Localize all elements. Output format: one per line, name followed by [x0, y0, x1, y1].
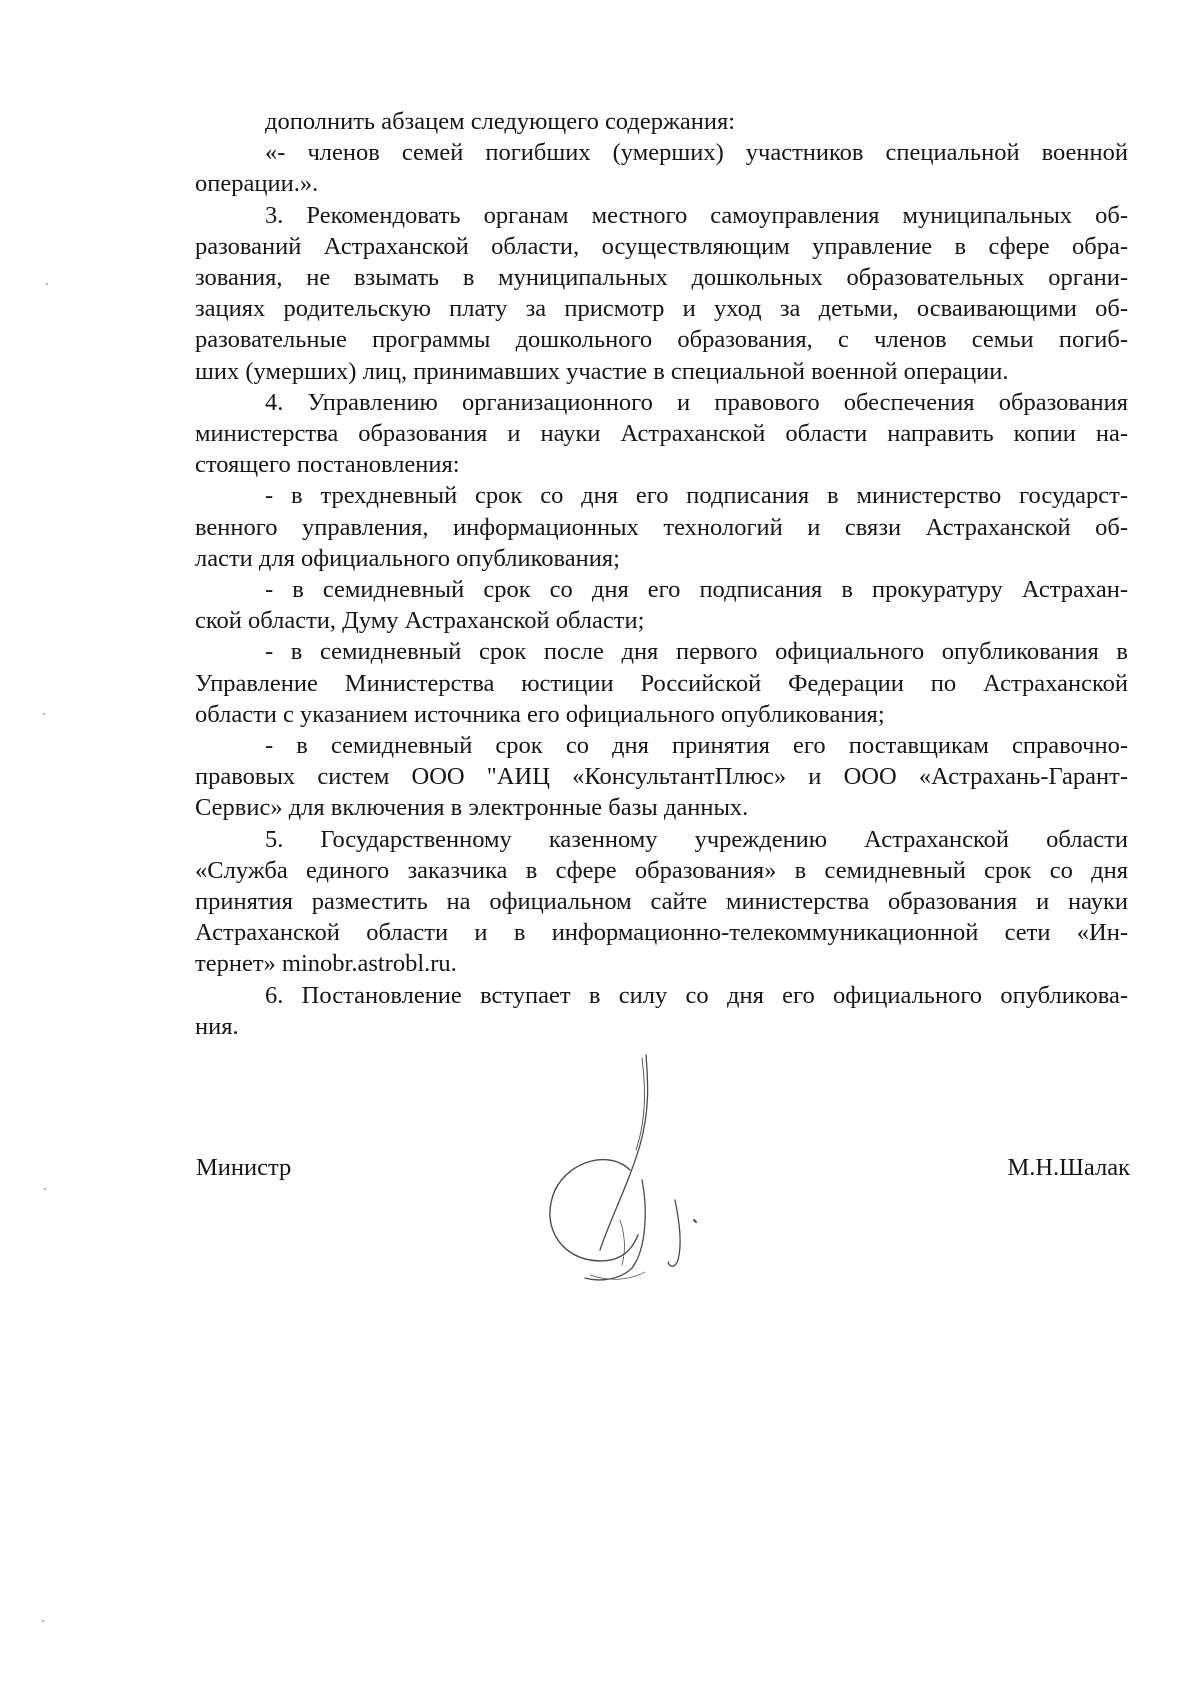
- text-line: разовательные программы дошкольного образования, с членов семьи погиб-: [195, 326, 1128, 354]
- text-line: 6. Постановление вступает в силу со дня его официального опубликова-: [265, 981, 1128, 1009]
- text-line: 5. Государственному казенному учреждению Астраханской области: [265, 825, 1128, 853]
- scan-speck: [42, 1620, 44, 1622]
- text-line: ших (умерших) лиц, принимавших участие в специальной военной операции.: [195, 357, 1009, 385]
- document-body: [195, 106, 1128, 1042]
- text-line: разований Астраханской области, осуществляющим управление в сфере обра-: [195, 232, 1128, 260]
- text-line: 4. Управлению организационного и правового обеспечения образования: [265, 388, 1128, 416]
- text-line: - в семидневный срок после дня первого официального опубликования в: [265, 638, 1128, 666]
- text-line: ской области, Думу Астраханской области;: [195, 607, 645, 635]
- signatory-position: Министр: [196, 1154, 292, 1181]
- scan-speck: [44, 1188, 46, 1190]
- text-line: тернет» minobr.astrobl.ru.: [195, 950, 457, 978]
- text-line: - в трехдневный срок со дня его подписания в министерство государст-: [265, 482, 1128, 510]
- text-line: зования, не взымать в муниципальных дошкольных образовательных органи-: [195, 264, 1128, 292]
- text-line: правовых систем ООО "АИЦ «КонсультантПлюс» и ООО «Астрахань-Гарант-: [195, 763, 1128, 791]
- text-line: ния.: [195, 1012, 239, 1040]
- scan-speck: [43, 713, 45, 715]
- text-line: - в семидневный срок со дня его подписания в прокуратуру Астрахан-: [265, 576, 1128, 604]
- text-line: области с указанием источника его официального опубликования;: [195, 700, 885, 728]
- text-line: - в семидневный срок со дня принятия его поставщикам справочно-: [265, 732, 1128, 760]
- text-line: Управление Министерства юстиции Российской Федерации по Астраханской: [195, 669, 1128, 697]
- text-line: «- членов семей погибших (умерших) участников специальной военной: [265, 139, 1128, 167]
- text-line: венного управления, информационных технологий и связи Астраханской об-: [195, 513, 1128, 541]
- text-line: Сервис» для включения в электронные базы данных.: [195, 794, 749, 822]
- text-line: ласти для официального опубликования;: [195, 544, 620, 572]
- scan-speck: [46, 283, 48, 285]
- text-line: 3. Рекомендовать органам местного самоуправления муниципальных об-: [265, 201, 1128, 229]
- signatory-name: М.Н.Шалак: [1007, 1154, 1130, 1181]
- text-line: зациях родительскую плату за присмотр и уход за детьми, осваивающими об-: [195, 295, 1128, 323]
- text-line: стоящего постановления:: [195, 451, 460, 479]
- handwritten-signature: [530, 1050, 720, 1295]
- text-line: министерства образования и науки Астраханской области направить копии на-: [195, 420, 1128, 448]
- text-line: дополнить абзацем следующего содержания:: [265, 108, 736, 135]
- text-line: операции.».: [195, 170, 319, 198]
- text-line: «Служба единого заказчика в сфере образования» в семидневный срок со дня: [195, 856, 1128, 884]
- text-line: Астраханской области и в информационно-телекоммуникационной сети «Ин-: [195, 919, 1128, 947]
- text-line: принятия разместить на официальном сайте министерства образования и науки: [195, 888, 1128, 916]
